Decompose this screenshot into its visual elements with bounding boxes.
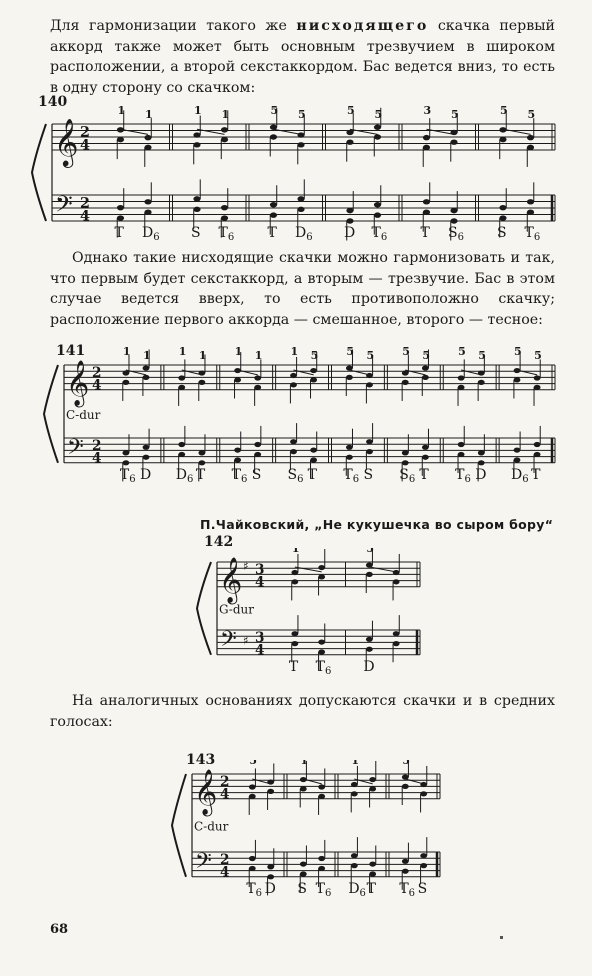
note-head <box>291 570 298 575</box>
note-head <box>458 452 465 457</box>
example-142-attribution <box>200 517 553 532</box>
note-head <box>117 137 124 142</box>
note-head <box>144 135 151 140</box>
note-head <box>198 460 205 465</box>
music-system-141 <box>40 340 560 500</box>
harmonic-function-label: $D_6$ <box>511 466 529 485</box>
note-head <box>270 134 277 139</box>
harmonic-function-label: D <box>264 880 276 897</box>
note-head <box>198 450 205 455</box>
print-mark <box>500 936 503 939</box>
harmonic-function-label: S <box>417 880 428 897</box>
harmonic-function-label: S <box>363 466 374 483</box>
time-signature-top: 3 <box>255 561 265 578</box>
note-head <box>270 202 277 207</box>
harmonic-function-label: $T_6$ <box>371 225 388 243</box>
note-head <box>534 385 541 390</box>
treble-clef-icon: 𝄞 <box>54 117 79 166</box>
note-head <box>221 127 228 132</box>
harmonic-function-label: $T_6$ <box>315 880 332 899</box>
brace <box>197 562 211 655</box>
treble-clef-icon: 𝄞 <box>194 768 218 815</box>
note-head <box>300 871 307 876</box>
fingering-number: 5 <box>374 108 383 121</box>
harmonic-function-label: D <box>475 466 487 483</box>
sharp-icon: ♯ <box>243 559 249 574</box>
note-head <box>122 370 129 375</box>
note-head <box>527 209 534 214</box>
harmonic-function-label: $T_6$ <box>399 880 416 899</box>
note-head <box>193 196 200 201</box>
example-140-score <box>30 100 560 250</box>
note-head <box>234 447 241 452</box>
note-head <box>143 445 150 450</box>
harmonic-function-label: T <box>366 880 377 897</box>
time-signature-top: 2 <box>220 773 230 790</box>
bass-clef-icon: 𝄢 <box>55 191 73 223</box>
fingering-number: 1 <box>145 108 153 121</box>
note-head <box>117 215 124 220</box>
fingering-number: 5 <box>422 349 431 362</box>
brace <box>172 774 186 877</box>
note-head <box>393 570 400 575</box>
fingering-number: 5 <box>249 760 257 767</box>
note-head <box>297 132 304 137</box>
note-head <box>254 385 261 390</box>
voice-leading-line <box>426 129 454 134</box>
harmonic-function-label: $S_6$ <box>399 466 416 485</box>
note-head <box>193 207 200 212</box>
note-head <box>423 145 430 150</box>
note-head <box>310 447 317 452</box>
note-head <box>450 218 457 223</box>
note-head <box>450 208 457 213</box>
note-head <box>402 784 409 789</box>
note-head <box>366 373 373 378</box>
note-head <box>527 145 534 150</box>
fingering-number: 1 <box>117 104 126 117</box>
intro-rest: скачка первый аккорд также может быть основным трезвучием в широком расположении, а второй секстаккордом. Бас ведется вниз, то есть в одну сторону со скачком: <box>50 18 555 96</box>
note-head <box>393 631 400 636</box>
note-head <box>366 572 373 577</box>
harmonic-function-label: $D_6$ <box>142 225 160 243</box>
note-head <box>402 869 409 874</box>
note-head <box>144 199 151 204</box>
note-head <box>290 439 297 444</box>
note-head <box>351 863 358 868</box>
note-head <box>122 460 129 465</box>
note-head <box>297 196 304 201</box>
note-head <box>369 777 376 782</box>
note-head <box>514 447 521 452</box>
note-head <box>249 866 256 871</box>
note-head <box>422 365 429 370</box>
fingering-number: 5 <box>270 104 279 117</box>
note-head <box>422 445 429 450</box>
note-head <box>249 794 256 799</box>
fingering-number: 5 <box>451 108 459 121</box>
note-head <box>178 452 185 457</box>
key-label: C-dur <box>194 819 229 834</box>
harmonic-function-label: $D_6$ <box>348 880 366 899</box>
note-head <box>221 137 228 142</box>
time-signature-bottom: 4 <box>80 137 90 154</box>
fingering-number: 1 <box>193 104 202 117</box>
note-head <box>122 380 129 385</box>
harmonic-function-label: $T_6$ <box>455 466 471 485</box>
time-signature-top: 2 <box>92 437 102 454</box>
note-head <box>499 137 506 142</box>
voice-leading-line <box>350 129 378 134</box>
note-head <box>346 445 353 450</box>
fingering-number: 5 <box>458 345 466 358</box>
note-head <box>402 460 409 465</box>
note-head <box>310 377 317 382</box>
note-head <box>346 375 353 380</box>
key-label: G-dur <box>219 602 255 617</box>
fingering-number: 5 <box>402 345 410 358</box>
fingering-number: 5 <box>346 104 355 117</box>
harmonic-function-label: $T_6$ <box>231 466 248 485</box>
harmonic-function-label: T <box>267 225 277 241</box>
fingering-number: 1 <box>290 345 299 358</box>
note-head <box>291 641 298 646</box>
harmonic-function-label: $D_6$ <box>295 225 313 243</box>
note-head <box>234 377 241 382</box>
note-head <box>458 385 465 390</box>
note-head <box>534 452 541 457</box>
time-signature-bottom: 4 <box>220 786 230 803</box>
fingering-number: 5 <box>478 349 486 362</box>
fingering-number: 1 <box>234 345 243 358</box>
example-141-number: 141 <box>56 343 86 359</box>
note-head <box>117 205 124 210</box>
note-head <box>234 457 241 462</box>
note-head <box>310 368 317 373</box>
note-head <box>514 457 521 462</box>
harmonic-function-label: T <box>195 466 206 483</box>
note-head <box>221 215 228 220</box>
fingering-number: 1 <box>122 345 131 358</box>
note-head <box>178 442 185 447</box>
bass-clef-icon: 𝄢 <box>195 848 212 879</box>
note-head <box>318 794 325 799</box>
sharp-icon: ♯ <box>243 633 249 648</box>
note-head <box>270 125 277 130</box>
note-head <box>144 145 151 150</box>
harmonic-function-label: T <box>419 466 429 483</box>
note-head <box>393 579 400 584</box>
music-system-140 <box>30 100 560 250</box>
note-head <box>374 202 381 207</box>
note-head <box>143 455 150 460</box>
fingering-number: 5 <box>310 349 319 362</box>
note-head <box>318 639 325 644</box>
note-head <box>450 139 457 144</box>
note-head <box>420 863 427 868</box>
note-head <box>297 142 304 147</box>
harmonic-function-label: $T_6$ <box>218 225 235 243</box>
note-head <box>346 208 353 213</box>
voice-leading-line <box>120 129 148 134</box>
note-head <box>318 574 325 579</box>
note-head <box>420 782 427 787</box>
note-head <box>267 874 274 879</box>
note-head <box>366 382 373 387</box>
time-signature-bottom: 4 <box>255 574 265 591</box>
note-head <box>478 380 485 385</box>
note-head <box>402 859 409 864</box>
note-head <box>300 786 307 791</box>
note-head <box>221 205 228 210</box>
note-head <box>346 218 353 223</box>
note-head <box>478 450 485 455</box>
fingering-number: 5 <box>514 345 522 358</box>
music-system-143 <box>170 760 450 910</box>
fingering-number: 1 <box>300 760 308 767</box>
note-head <box>143 365 150 370</box>
note-head <box>499 205 506 210</box>
fingering-number: 5 <box>499 104 508 117</box>
harmonic-function-label: T <box>114 225 124 241</box>
note-head <box>366 439 373 444</box>
example-143-number: 143 <box>186 752 216 768</box>
note-head <box>144 209 151 214</box>
paragraph-2: Однако такие нисходящие скачки можно гармонизовать и так, что первым будет секстаккорд, а вторым — трезвучие. Бас в этом случае ведется вверх, то есть противоположно скачку; расположение первого аккорда — смешанное, второго — тесное: <box>50 250 555 328</box>
example-140-number: 140 <box>38 94 68 110</box>
note-head <box>369 861 376 866</box>
note-head <box>310 457 317 462</box>
harmonic-function-label: S <box>190 225 201 241</box>
note-head <box>351 782 358 787</box>
note-head <box>402 774 409 779</box>
note-head <box>527 199 534 204</box>
note-head <box>193 142 200 147</box>
harmonic-function-label: D <box>139 466 152 483</box>
fingering-number: 1 <box>254 349 263 362</box>
note-head <box>366 637 373 642</box>
note-head <box>402 370 409 375</box>
note-head <box>393 641 400 646</box>
paragraph-3: На аналогичных основаниях допускаются скачки и в средних голосах: <box>50 693 555 730</box>
time-signature-bottom: 4 <box>255 642 265 659</box>
note-head <box>300 861 307 866</box>
brace <box>44 365 58 463</box>
time-signature-top: 3 <box>255 629 265 646</box>
brace <box>32 124 46 221</box>
note-head <box>267 864 274 869</box>
note-head <box>369 786 376 791</box>
fingering-number: 1 <box>351 760 359 767</box>
harmonic-function-label: $D_6$ <box>175 466 194 485</box>
fingering-number: 5 <box>402 760 410 767</box>
example-142-score <box>195 548 435 678</box>
note-head <box>366 449 373 454</box>
time-signature-bottom: 4 <box>80 208 90 225</box>
note-head <box>422 455 429 460</box>
note-head <box>534 442 541 447</box>
note-head <box>249 856 256 861</box>
note-head <box>198 380 205 385</box>
note-head <box>291 631 298 636</box>
example-143-score <box>170 760 450 910</box>
note-head <box>249 784 256 789</box>
note-head <box>402 450 409 455</box>
note-head <box>423 135 430 140</box>
harmonic-function-label: T <box>288 658 299 675</box>
example-141-score <box>40 340 560 500</box>
note-head <box>291 579 298 584</box>
attribution-title: „Не кукушечка во сыром бору“ <box>314 517 554 532</box>
note-head <box>514 377 521 382</box>
note-head <box>458 442 465 447</box>
intro-lead: Для гармонизации такого же <box>50 18 287 34</box>
note-head <box>534 375 541 380</box>
bass-clef-icon: 𝄢 <box>220 626 237 657</box>
time-signature-top: 2 <box>220 851 230 868</box>
fingering-number: 5 <box>534 349 542 362</box>
fingering-number: 1 <box>221 108 230 121</box>
example-142-number: 142 <box>204 534 234 550</box>
harmonic-function-label: S <box>496 225 507 241</box>
attribution-composer: П.Чайковский, <box>200 517 310 532</box>
harmonic-function-label: $S_6$ <box>448 225 464 243</box>
harmonic-function-label: S <box>251 466 262 483</box>
note-head <box>527 135 534 140</box>
note-head <box>270 212 277 217</box>
note-head <box>318 784 325 789</box>
note-head <box>346 139 353 144</box>
harmonic-function-label: D <box>343 225 356 241</box>
harmonic-function-label: $T_6$ <box>119 466 136 485</box>
note-head <box>178 385 185 390</box>
harmonic-function-label: $T_6$ <box>246 880 263 899</box>
harmonic-function-label: $T_6$ <box>343 466 360 485</box>
note-head <box>346 365 353 370</box>
fingering-number: 5 <box>298 108 306 121</box>
harmonic-function-label: $S_6$ <box>287 466 304 485</box>
note-head <box>351 791 358 796</box>
note-head <box>178 375 185 380</box>
note-head <box>318 565 325 570</box>
note-head <box>420 791 427 796</box>
harmonic-function-label: S <box>297 880 307 897</box>
note-head <box>374 134 381 139</box>
note-head <box>254 442 261 447</box>
time-signature-top: 2 <box>92 364 102 381</box>
harmonic-function-label: T <box>531 466 541 483</box>
note-head <box>290 449 297 454</box>
note-head <box>318 649 325 654</box>
harmonic-function-label: $T_6$ <box>315 658 332 677</box>
note-head <box>422 375 429 380</box>
fingering-number: 5 <box>527 108 536 121</box>
note-head <box>374 125 381 130</box>
note-head <box>297 207 304 212</box>
note-head <box>122 450 129 455</box>
fingering-number: 1 <box>142 349 151 362</box>
note-head <box>366 647 373 652</box>
time-signature-top: 2 <box>80 195 90 212</box>
treble-clef-icon: 𝄞 <box>219 556 243 603</box>
note-head <box>423 209 430 214</box>
note-head <box>369 871 376 876</box>
fingering-number: 1 <box>291 548 300 555</box>
note-head <box>351 853 358 858</box>
note-head <box>402 380 409 385</box>
note-head <box>318 856 325 861</box>
fingering-number: 3 <box>423 104 432 117</box>
music-system-142 <box>195 548 435 678</box>
fingering-number: 1 <box>198 349 207 362</box>
note-head <box>290 373 297 378</box>
time-signature-top: 2 <box>80 124 90 141</box>
note-head <box>346 455 353 460</box>
intro-emphasis: нисходящего <box>296 18 429 34</box>
time-signature-bottom: 4 <box>92 450 102 467</box>
note-head <box>420 853 427 858</box>
intro-paragraph <box>50 16 555 98</box>
note-head <box>143 375 150 380</box>
note-head <box>346 130 353 135</box>
time-signature-bottom: 4 <box>220 864 230 881</box>
note-head <box>290 382 297 387</box>
time-signature-bottom: 4 <box>92 377 102 394</box>
harmonic-function-label: T <box>307 466 317 483</box>
fingering-number: 5 <box>366 548 374 555</box>
note-head <box>318 866 325 871</box>
treble-clef-icon: 𝄞 <box>66 359 90 406</box>
voice-leading-line <box>503 129 531 134</box>
note-head <box>267 789 274 794</box>
note-head <box>374 212 381 217</box>
voice-leading-line <box>197 129 225 134</box>
note-head <box>193 132 200 137</box>
page-number: 68 <box>50 922 69 937</box>
harmonic-function-label: T <box>420 225 430 241</box>
note-head <box>254 375 261 380</box>
key-label: C-dur <box>66 407 101 422</box>
harmonic-function-label: D <box>363 658 375 675</box>
harmonic-function-label: $T_6$ <box>524 225 541 243</box>
fingering-number: 5 <box>346 345 355 358</box>
note-head <box>458 375 465 380</box>
voice-leading-line <box>273 129 301 134</box>
note-head <box>499 215 506 220</box>
note-head <box>478 460 485 465</box>
note-head <box>254 452 261 457</box>
fingering-number: 1 <box>178 345 187 358</box>
fingering-number: 5 <box>366 349 375 362</box>
note-head <box>423 199 430 204</box>
bass-clef-icon: 𝄢 <box>67 434 84 465</box>
